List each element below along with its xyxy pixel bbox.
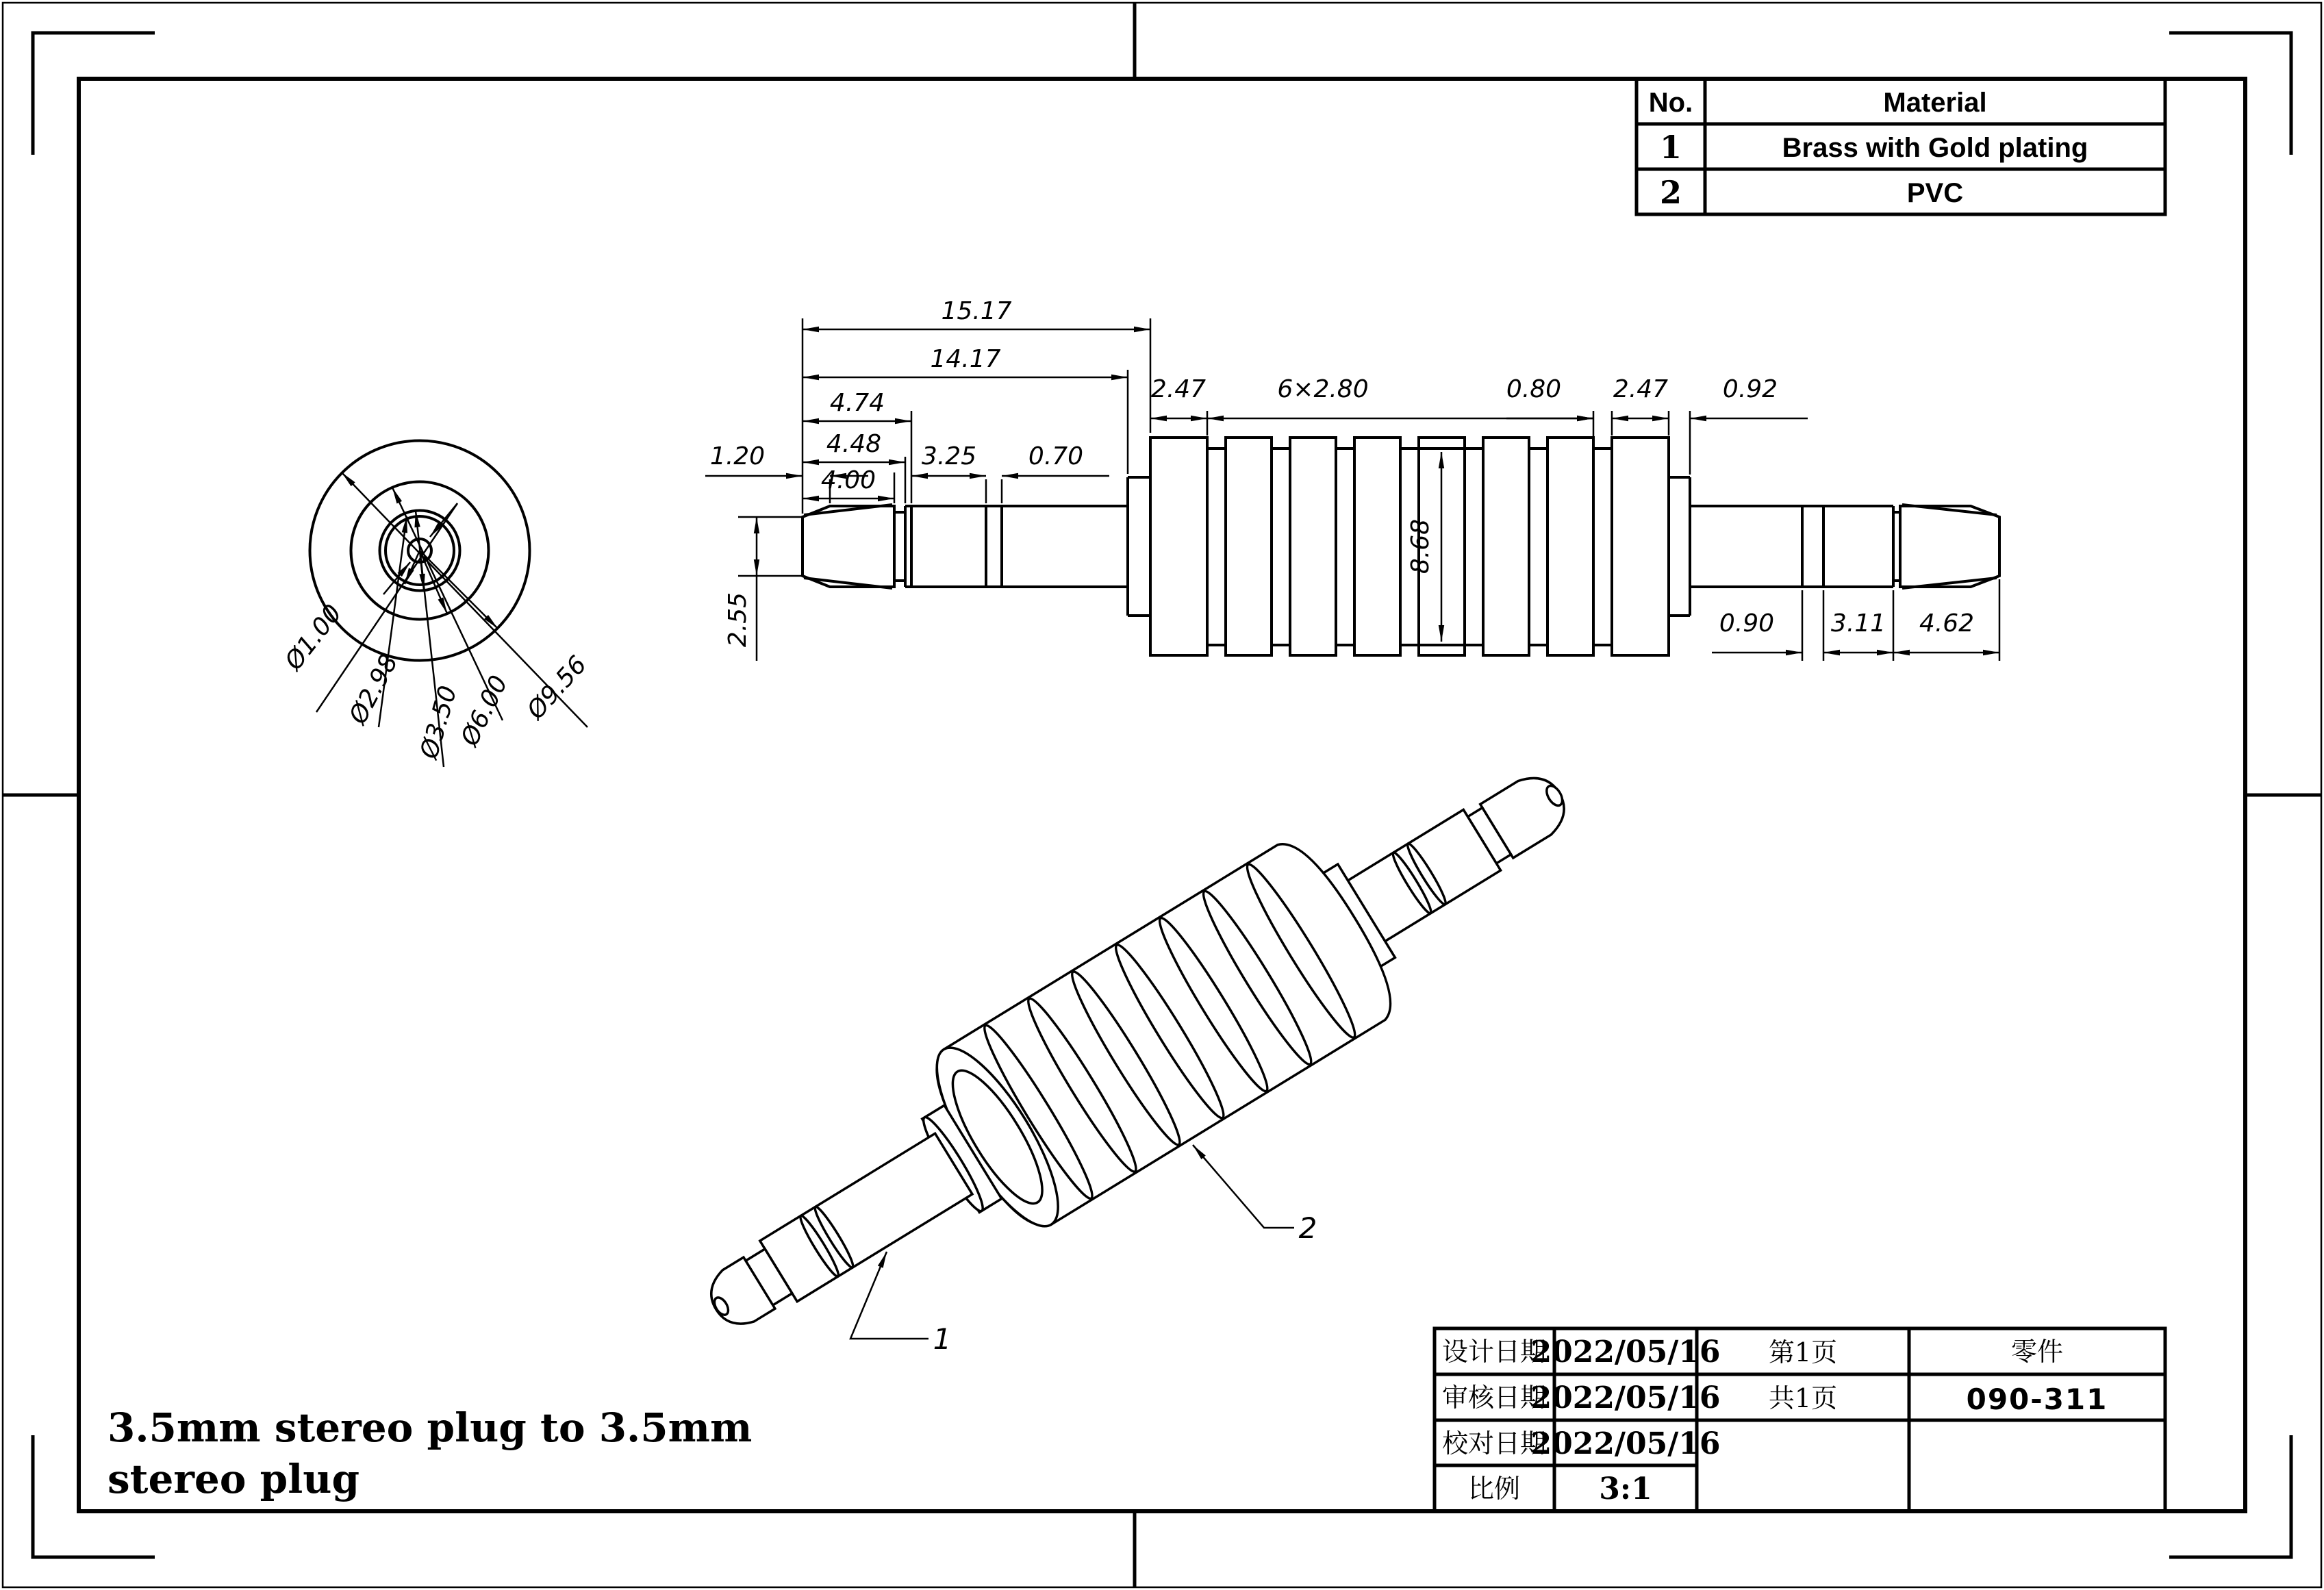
side-view-part [803, 438, 1999, 655]
title-row4-label: 比例 [1467, 1474, 1521, 1504]
centering-marks [3, 3, 2321, 1587]
dim-14-17: 14.17 [930, 345, 1001, 373]
title-row2-value: 2022/05/16 [1530, 1380, 1721, 1415]
dim-15-17: 15.17 [941, 297, 1012, 325]
diameter-label-9-56: Ø9.56 [521, 651, 592, 725]
dim-6x2-80: 6×2.80 [1277, 375, 1369, 403]
drawing-title-line2: stereo plug [108, 1456, 359, 1502]
drawing-title-line1: 3.5mm stereo plug to 3.5mm [108, 1404, 753, 1451]
diameter-label-1-00: Ø1.00 [279, 599, 348, 676]
title-row3-value: 2022/05/16 [1530, 1426, 1721, 1461]
materials-row1-material: Brass with Gold plating [1782, 133, 2088, 163]
materials-row1-no: 1 [1659, 129, 1682, 166]
dim-3-25: 3.25 [921, 442, 977, 470]
materials-row2-no: 2 [1659, 174, 1682, 211]
dim-1-20: 1.20 [709, 442, 766, 470]
title-part-number: 090-311 [1966, 1383, 2108, 1416]
drawing-title [108, 1404, 752, 1502]
materials-header-material: Material [1883, 88, 1987, 118]
title-block [1435, 1328, 2165, 1511]
isometric-view [662, 705, 1613, 1397]
drawing-frame [79, 79, 2245, 1511]
dim-4-62: 4.62 [1919, 609, 1975, 638]
dim-3-11: 3.11 [1830, 609, 1886, 638]
part-label-2: 2 [1298, 1211, 1317, 1245]
materials-table [1637, 79, 2165, 214]
title-row2-label: 审核日期 [1441, 1383, 1547, 1413]
title-doc-type: 零件 [2010, 1337, 2064, 1367]
dim-4-74: 4.74 [829, 389, 885, 417]
title-pages-total: 共1页 [1768, 1383, 1838, 1413]
materials-row2-material: PVC [1906, 178, 1964, 208]
title-row4-value: 3:1 [1599, 1472, 1652, 1506]
dim-0-90: 0.90 [1719, 609, 1775, 638]
dim-2-47-last: 2.47 [1613, 375, 1669, 403]
dim-0-92: 0.92 [1722, 375, 1778, 403]
sheet-border-frame [3, 3, 2321, 1587]
diameter-label-6-00: Ø6.00 [455, 671, 514, 750]
leader-part-1 [850, 1252, 929, 1339]
sheet-outer-edge [3, 3, 2321, 1587]
title-row1-value: 2022/05/16 [1530, 1335, 1721, 1370]
materials-header-no: No. [1648, 88, 1693, 118]
dim-4-00: 4.00 [820, 466, 876, 494]
title-row3-label: 校对日期 [1441, 1428, 1547, 1459]
dim-2-47-first: 2.47 [1150, 375, 1207, 403]
front-view [279, 441, 592, 768]
dim-0-80: 0.80 [1506, 375, 1562, 403]
dim-0-70: 0.70 [1028, 442, 1084, 470]
dim-2-55: 2.55 [724, 592, 752, 648]
dim-4-48: 4.48 [826, 430, 882, 458]
diameter-label-2-98: Ø2.98 [344, 650, 404, 729]
title-row1-label: 设计日期 [1441, 1337, 1547, 1367]
diameter-label-3-50: Ø3.50 [415, 683, 463, 762]
leader-part-2 [1193, 1145, 1294, 1228]
side-view-dimensions [705, 297, 1999, 661]
title-page-current: 第1页 [1768, 1337, 1838, 1367]
part-label-1: 1 [933, 1322, 952, 1356]
dim-8-68: 8.68 [1406, 518, 1435, 575]
